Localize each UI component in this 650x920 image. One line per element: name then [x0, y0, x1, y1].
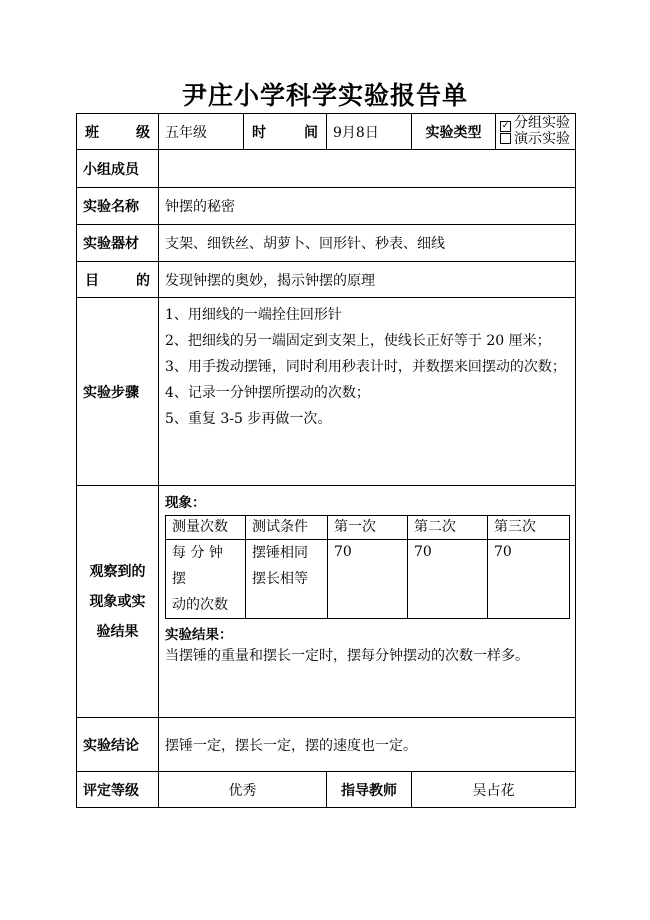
- equipment-label: 实验器材: [77, 225, 159, 262]
- step-item: 2、把细线的另一端固定到支架上，使线长正好等于 20 厘米；: [165, 333, 551, 349]
- class-label: 班 级: [77, 114, 159, 150]
- result-label: 实验结果：: [165, 627, 233, 643]
- checkbox-checked-icon[interactable]: ✓: [501, 121, 510, 131]
- step-item: 1、用细线的一端拴住回形针: [165, 307, 342, 323]
- table-header: 第二次: [408, 516, 488, 540]
- value-cell: 70: [488, 540, 570, 619]
- observation-label: 观察到的 现象或实 验结果: [77, 486, 159, 718]
- step-item: 3、用手拨动摆锤，同时利用秒表计时，并数摆来回摆动的次数；: [165, 359, 566, 375]
- table-header: 测量次数: [166, 516, 246, 540]
- condition-cell: 摆锤相同 摆长相等: [246, 540, 328, 619]
- result-text: 当摆锤的重量和摆长一定时，摆每分钟摆动的次数一样多。: [165, 648, 529, 664]
- option-group-experiment[interactable]: ✓ 分组实验: [501, 115, 570, 131]
- phenomenon-label: 现象：: [165, 495, 206, 511]
- steps-list: [159, 298, 576, 486]
- checkbox-empty-icon[interactable]: [500, 133, 511, 144]
- steps-label: 实验步骤: [77, 298, 159, 486]
- type-options: [496, 114, 576, 150]
- value-cell: 70: [328, 540, 408, 619]
- equipment-value: 支架、细铁丝、胡萝卜、回形针、秒表、细线: [159, 225, 576, 262]
- purpose-value: 发现钟摆的奥妙，揭示钟摆的原理: [159, 262, 576, 298]
- step-item: 5、重复 3-5 步再做一次。: [165, 411, 332, 427]
- experiment-name-value: 钟摆的秘密: [159, 188, 576, 225]
- purpose-label: 目 的: [77, 262, 159, 298]
- option-demo-experiment[interactable]: 演示实验: [500, 132, 571, 147]
- experiment-name-label: 实验名称: [77, 188, 159, 225]
- teacher-value: 吴占花: [412, 772, 576, 808]
- table-header: 第一次: [328, 516, 408, 540]
- step-item: 4、记录一分钟摆所摆动的次数；: [165, 385, 370, 401]
- conclusion-label: 实验结论: [77, 718, 159, 772]
- time-value: 9月8日: [327, 114, 412, 150]
- value-cell: 70: [408, 540, 488, 619]
- page-title: 尹庄小学科学实验报告单: [181, 81, 468, 110]
- rating-label: 评定等级: [77, 772, 159, 808]
- table-header: 测试条件: [246, 516, 328, 540]
- members-label: 小组成员: [77, 150, 159, 188]
- report-table: [76, 113, 576, 808]
- measurement-table: [165, 515, 570, 619]
- measure-cell: 每 分 钟 摆 动的次数: [166, 540, 246, 619]
- observation-cell: [159, 486, 576, 718]
- members-value: [159, 150, 576, 188]
- type-label: 实验类型: [412, 114, 496, 150]
- conclusion-value: 摆锤一定，摆长一定，摆的速度也一定。: [159, 718, 576, 772]
- class-value: 五年级: [159, 114, 244, 150]
- rating-value: 优秀: [159, 772, 327, 808]
- teacher-label: 指导教师: [327, 772, 412, 808]
- table-header: 第三次: [488, 516, 570, 540]
- time-label: 时 间: [244, 114, 327, 150]
